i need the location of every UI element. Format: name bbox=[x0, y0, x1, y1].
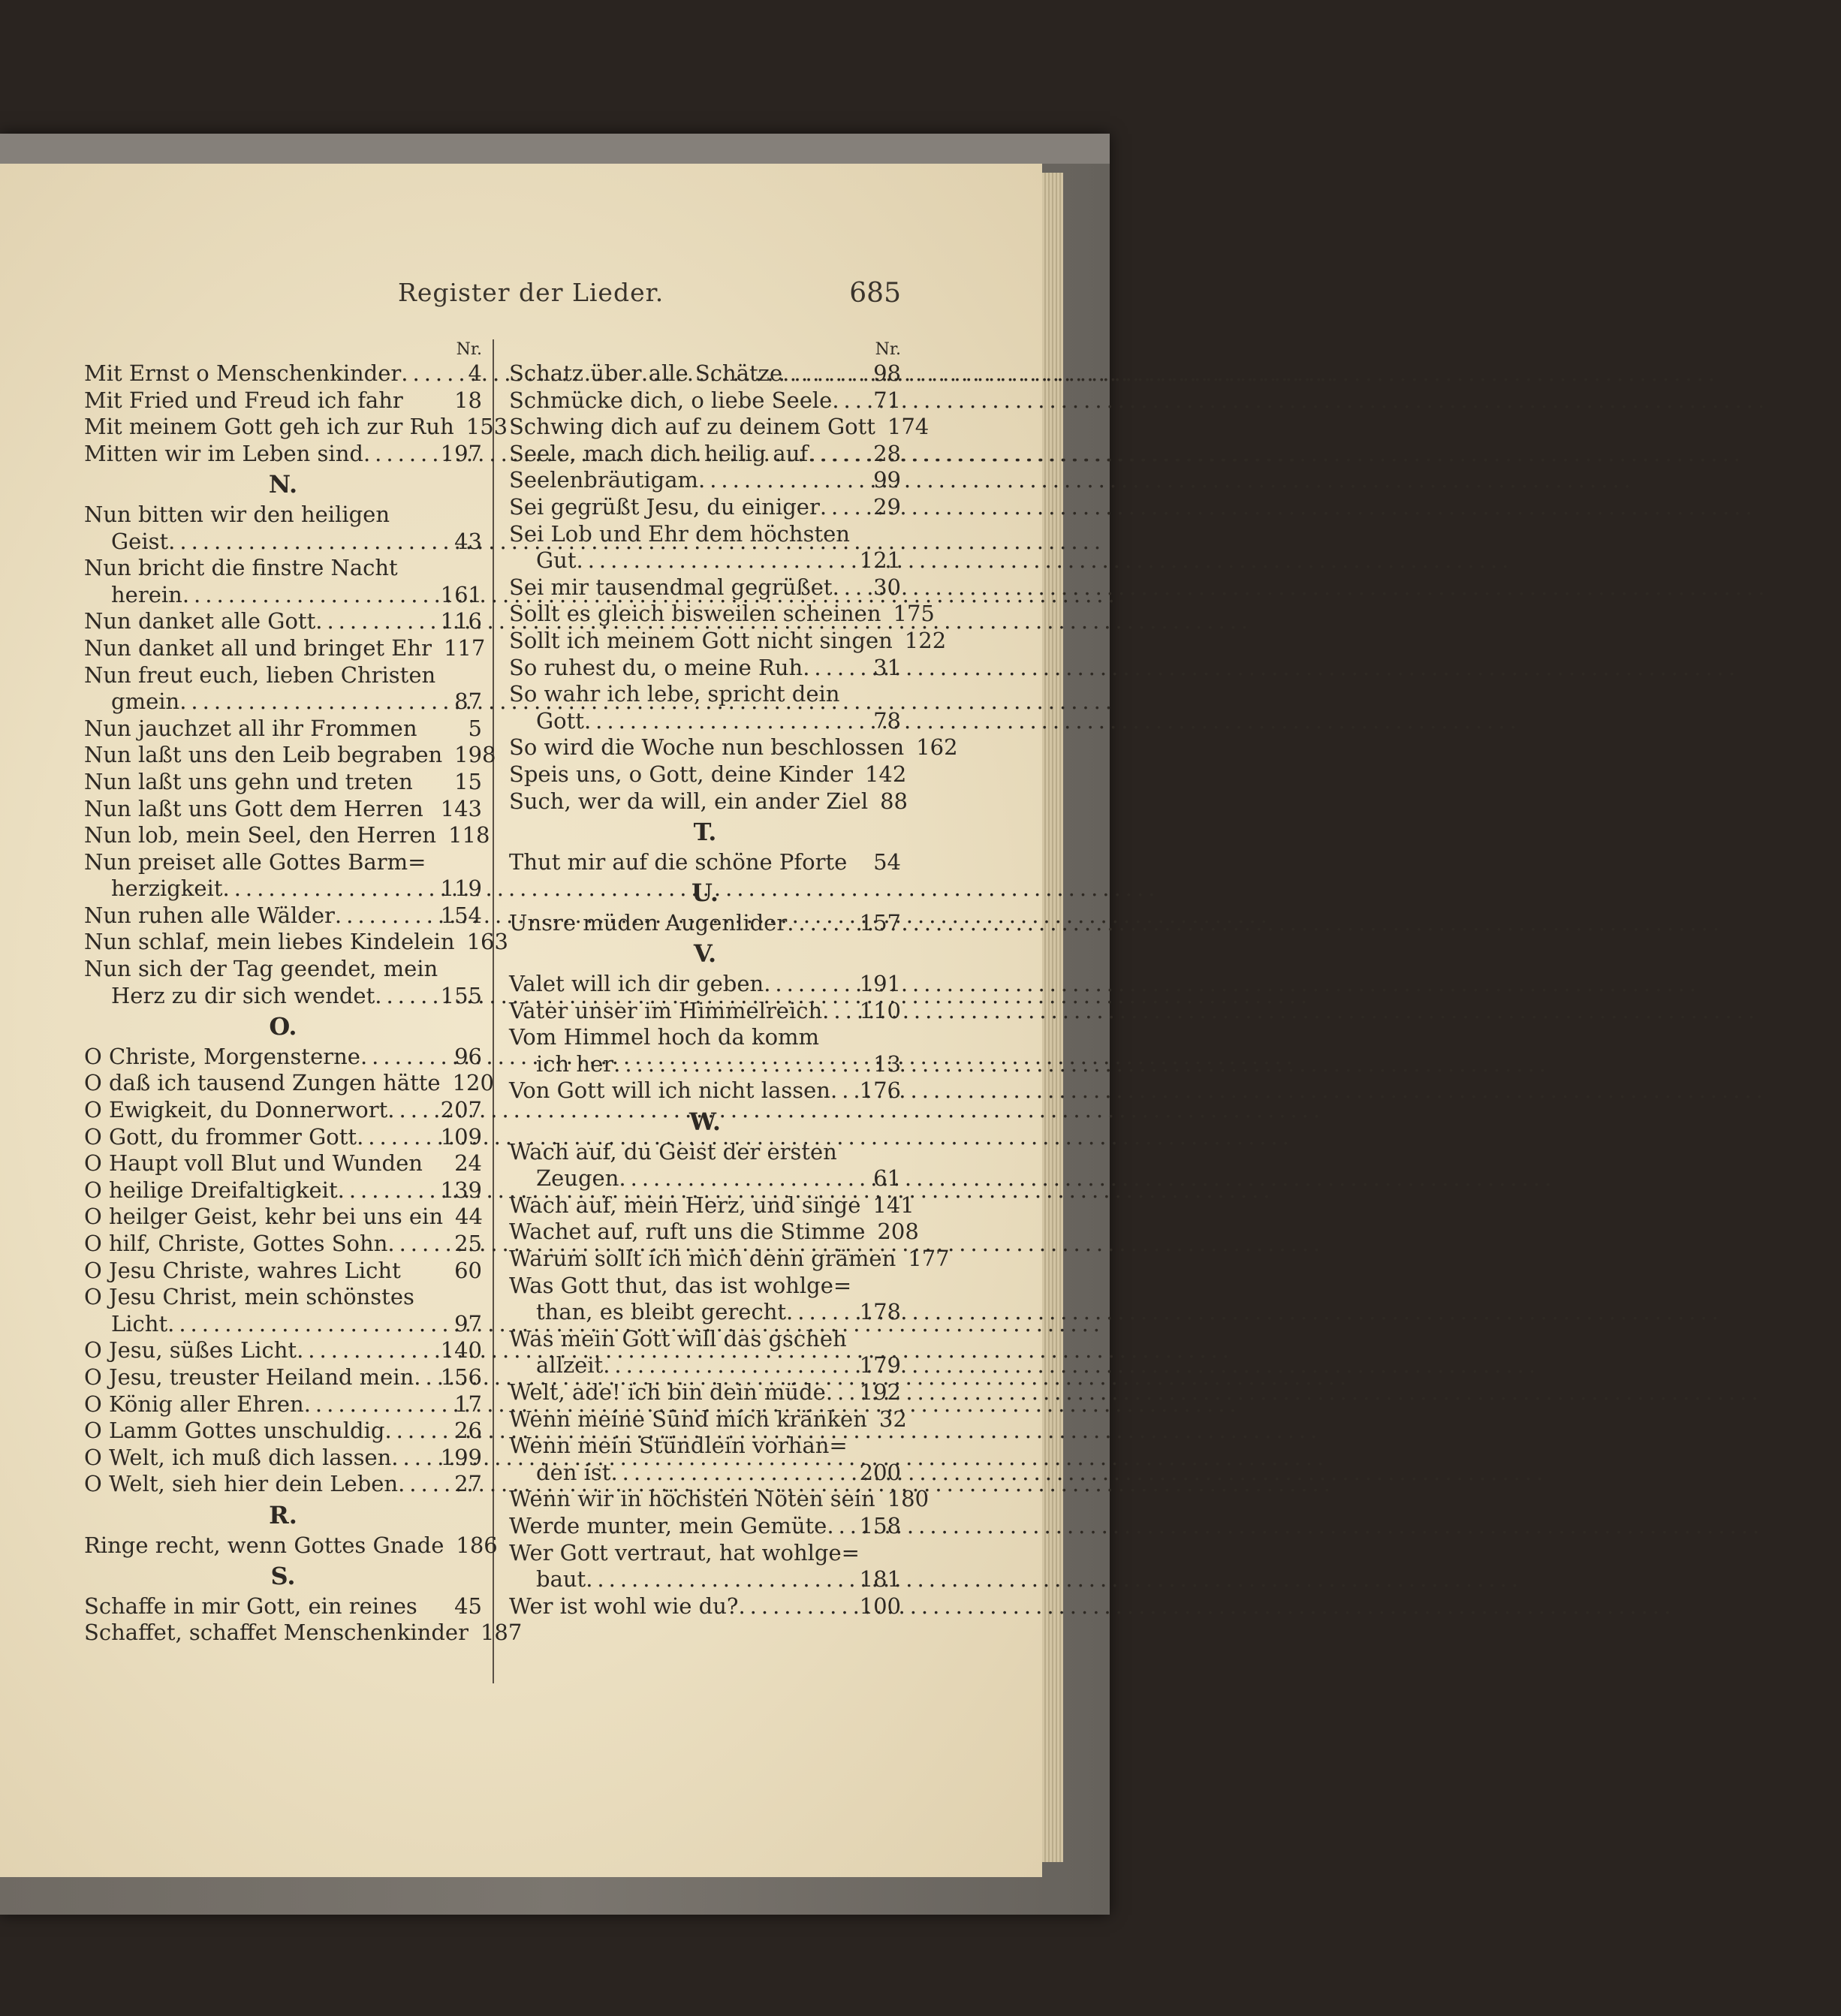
hymn-title: Wachet auf, ruft uns die Stimme bbox=[509, 1219, 866, 1245]
index-entry bbox=[509, 788, 908, 815]
leader-dots bbox=[787, 910, 854, 937]
hymn-title-line: Nun sich der Tag geendet, mein bbox=[84, 956, 438, 982]
hymn-title: Ringe recht, wenn Gottes Gnade bbox=[84, 1532, 444, 1558]
leader-dots bbox=[304, 1391, 450, 1418]
leader-dots bbox=[387, 1231, 450, 1258]
hymn-number: 25 bbox=[454, 1231, 482, 1256]
hymn-title: Mit Fried und Freud ich fahr bbox=[84, 387, 403, 413]
index-entry bbox=[509, 971, 901, 998]
hymn-number: 15 bbox=[454, 768, 482, 794]
leader-dots bbox=[619, 1165, 869, 1192]
section-letter: V. bbox=[693, 939, 717, 969]
leader-dots bbox=[315, 608, 435, 635]
leader-dots bbox=[414, 1364, 435, 1391]
hymn-title: O Ewigkeit, du Donnerwort bbox=[84, 1097, 388, 1123]
section-letter: R. bbox=[269, 1500, 297, 1529]
index-entry bbox=[509, 1165, 901, 1192]
section-letter: W. bbox=[688, 1107, 722, 1137]
hymn-number: 163 bbox=[466, 929, 508, 955]
leader-dots bbox=[827, 1513, 854, 1540]
hymn-title: O Christe, Morgensterne bbox=[84, 1043, 360, 1069]
hymn-number: 158 bbox=[859, 1512, 901, 1538]
hymn-title: Speis uns, o Gott, deine Kinder bbox=[509, 761, 853, 787]
hymn-title: Schmücke dich, o liebe Seele bbox=[509, 387, 833, 413]
index-entry bbox=[84, 875, 482, 903]
hymn-title: Seelenbräutigam bbox=[509, 467, 698, 493]
hymn-number: 71 bbox=[873, 387, 901, 413]
hymn-title-line: Nun bitten wir den heiligen bbox=[84, 501, 390, 527]
index-entry bbox=[509, 441, 901, 468]
hymn-title: Schaffet, schaffet Menschenkinder bbox=[84, 1620, 469, 1646]
hymn-number: 110 bbox=[859, 997, 901, 1023]
hymn-number: 18 bbox=[454, 387, 482, 413]
hymn-title: Licht bbox=[111, 1310, 168, 1336]
hymn-number: 87 bbox=[454, 689, 482, 715]
index-entry bbox=[509, 761, 907, 788]
hymn-number: 120 bbox=[452, 1070, 494, 1096]
index-entry bbox=[509, 1486, 930, 1513]
leader-dots bbox=[384, 1418, 450, 1445]
hymn-number: 118 bbox=[448, 822, 490, 848]
hymn-title: Mitten wir im Leben sind bbox=[84, 440, 363, 466]
hymn-title: So ruhest du, o meine Ruh bbox=[509, 654, 803, 680]
hymn-title: Schaffe in mir Gott, ein reines bbox=[84, 1593, 417, 1619]
hymn-number: 200 bbox=[859, 1459, 901, 1485]
index-entry bbox=[509, 1513, 901, 1540]
index-entry bbox=[509, 1379, 901, 1406]
index-entry bbox=[84, 1445, 482, 1472]
index-entry bbox=[84, 1044, 482, 1071]
hymn-number: 156 bbox=[440, 1364, 482, 1390]
hymn-title: Geist bbox=[111, 528, 169, 554]
hymn-title: Werde munter, mein Gemüte bbox=[509, 1512, 827, 1538]
hymn-title: O daß ich tausend Zungen hätte bbox=[84, 1070, 441, 1096]
hymn-title-line: So wahr ich lebe, spricht dein bbox=[509, 681, 840, 707]
hymn-number: 161 bbox=[440, 581, 482, 607]
hymn-number: 187 bbox=[480, 1620, 523, 1646]
hymn-number: 155 bbox=[440, 982, 482, 1008]
section-letter: T. bbox=[693, 818, 717, 847]
index-entry bbox=[84, 608, 482, 635]
hymn-title: Valet will ich dir geben bbox=[509, 971, 764, 997]
index-entry bbox=[509, 1299, 901, 1326]
hymn-number: 26 bbox=[454, 1418, 482, 1444]
section-letter: U. bbox=[691, 878, 719, 908]
hymn-title-line: O Jesu Christ, mein schönstes bbox=[84, 1284, 414, 1310]
leader-dots bbox=[222, 875, 435, 903]
hymn-title: Sollt ich meinem Gott nicht singen bbox=[509, 627, 893, 653]
hymn-number: 27 bbox=[454, 1471, 482, 1497]
hymn-title: O Welt, ich muß dich lassen bbox=[84, 1444, 392, 1470]
leader-dots bbox=[357, 1124, 436, 1151]
section-letter: O. bbox=[269, 1012, 297, 1041]
hymn-title: Schatz über alle Schätze bbox=[509, 360, 783, 386]
hymn-number: 181 bbox=[859, 1566, 901, 1593]
index-entry bbox=[84, 1097, 482, 1124]
hymn-number: 174 bbox=[887, 414, 930, 440]
index-entry bbox=[509, 494, 901, 521]
index-entry bbox=[84, 1258, 482, 1285]
index-entry bbox=[84, 387, 482, 414]
leader-dots bbox=[182, 582, 436, 609]
hymn-number: 142 bbox=[864, 761, 907, 787]
hymn-title: Warum sollt ich mich denn grämen bbox=[509, 1246, 896, 1271]
index-entry bbox=[84, 1532, 498, 1559]
leader-dots bbox=[822, 998, 854, 1025]
hymn-title: Gut bbox=[536, 547, 577, 574]
hymn-number: 207 bbox=[440, 1097, 482, 1123]
leader-dots bbox=[764, 971, 854, 998]
hymn-title: Herz zu dir sich wendet bbox=[111, 982, 375, 1008]
index-entry bbox=[84, 1311, 482, 1338]
leader-dots bbox=[335, 903, 436, 930]
hymn-title: herein bbox=[111, 581, 182, 607]
hymn-number: 43 bbox=[454, 528, 482, 554]
nr-column-label: Nr. bbox=[875, 340, 901, 359]
index-entry bbox=[509, 1219, 919, 1246]
hymn-title-line: Wach auf, du Geist der ersten bbox=[509, 1138, 837, 1165]
index-entry bbox=[84, 742, 496, 769]
index-entry bbox=[509, 1192, 914, 1219]
hymn-title: Sollt es gleich bisweilen scheinen bbox=[509, 601, 881, 627]
leader-dots bbox=[338, 1177, 436, 1204]
hymn-title: O heilger Geist, kehr bei uns ein bbox=[84, 1204, 444, 1230]
hymn-number: 208 bbox=[877, 1219, 919, 1245]
hymn-title: Wach auf, mein Herz, und singe bbox=[509, 1192, 861, 1218]
index-entry bbox=[84, 1070, 494, 1097]
leader-dots bbox=[375, 983, 435, 1010]
hymn-number: 143 bbox=[440, 795, 482, 821]
leader-dots bbox=[832, 387, 869, 414]
left-column bbox=[84, 336, 523, 1647]
hymn-title: Nun ruhen alle Wälder bbox=[84, 902, 335, 928]
leader-dots bbox=[363, 441, 436, 468]
hymn-number: 30 bbox=[873, 574, 901, 600]
hymn-title-line: Vom Himmel hoch da komm bbox=[509, 1024, 820, 1050]
index-entry bbox=[509, 1566, 901, 1593]
index-entry bbox=[509, 574, 901, 601]
hymn-number: 176 bbox=[859, 1077, 901, 1104]
index-entry bbox=[84, 716, 482, 743]
hymn-number: 153 bbox=[466, 414, 508, 440]
hymn-title: Nun schlaf, mein liebes Kindelein bbox=[84, 929, 455, 955]
hymn-title: Mit Ernst o Menschenkinder bbox=[84, 360, 402, 386]
hymn-title: So wird die Woche nun beschlossen bbox=[509, 734, 905, 761]
index-entry bbox=[84, 796, 482, 823]
hymn-number: 175 bbox=[893, 601, 935, 627]
hymn-number: 140 bbox=[440, 1337, 482, 1364]
hymn-title-line: Wenn mein Stündlein vorhan= bbox=[509, 1433, 848, 1459]
index-entry bbox=[509, 387, 901, 414]
hymn-title-line: Nun bricht die finstre Nacht bbox=[84, 555, 398, 581]
hymn-title: O Jesu, treuster Heiland mein bbox=[84, 1364, 414, 1390]
hymn-number: 121 bbox=[859, 547, 901, 574]
index-entry bbox=[509, 1593, 901, 1620]
leader-dots bbox=[786, 1299, 855, 1326]
hymn-number: 122 bbox=[904, 627, 947, 653]
leader-dots bbox=[698, 467, 869, 494]
leader-dots bbox=[830, 1077, 855, 1104]
index-entry bbox=[84, 1364, 482, 1391]
hymn-title: gmein bbox=[111, 689, 180, 715]
index-entry bbox=[509, 414, 930, 441]
hymn-title: herzigkeit bbox=[111, 875, 223, 902]
hymn-number: 162 bbox=[916, 734, 958, 761]
hymn-number: 60 bbox=[454, 1257, 482, 1283]
nr-column-label: Nr. bbox=[456, 340, 482, 359]
hymn-title: Wer ist wohl wie du? bbox=[509, 1593, 739, 1619]
hymn-title: Such, wer da will, ein ander Ziel bbox=[509, 788, 869, 814]
index-entry bbox=[509, 910, 901, 937]
hymn-number: 32 bbox=[878, 1406, 907, 1432]
index-entry bbox=[84, 1391, 482, 1418]
hymn-number: 180 bbox=[887, 1486, 930, 1512]
hymn-number: 119 bbox=[440, 875, 482, 902]
hymn-title: Thut mir auf die schöne Pforte bbox=[509, 848, 848, 875]
hymn-number: 96 bbox=[454, 1043, 482, 1069]
index-entry bbox=[509, 655, 901, 682]
hymn-title: Von Gott will ich nicht lassen bbox=[509, 1077, 830, 1104]
hymn-number: 31 bbox=[873, 654, 901, 680]
leader-dots bbox=[168, 529, 450, 556]
leader-dots bbox=[610, 1460, 854, 1487]
hymn-title: Welt, ade! ich bin dein müde bbox=[509, 1379, 826, 1405]
hymn-number: 99 bbox=[873, 467, 901, 493]
index-entry bbox=[84, 441, 482, 468]
hymn-number: 192 bbox=[859, 1379, 901, 1405]
hymn-number: 61 bbox=[873, 1165, 901, 1192]
leader-dots bbox=[401, 360, 463, 387]
hymn-number: 178 bbox=[859, 1299, 901, 1325]
index-entry bbox=[509, 627, 947, 655]
hymn-title: Wenn wir in höchsten Nöten sein bbox=[509, 1486, 875, 1512]
hymn-title: O König aller Ehren bbox=[84, 1391, 304, 1417]
index-entry bbox=[84, 1337, 482, 1364]
hymn-number: 13 bbox=[873, 1050, 901, 1077]
leader-dots bbox=[297, 1337, 436, 1364]
hymn-title: Mit meinem Gott geh ich zur Ruh bbox=[84, 414, 454, 440]
hymn-title: O hilf, Christe, Gottes Sohn bbox=[84, 1231, 388, 1256]
index-entry bbox=[509, 998, 901, 1025]
hymn-number: 197 bbox=[440, 440, 482, 466]
leader-dots bbox=[167, 1311, 450, 1338]
index-entry bbox=[84, 1593, 482, 1620]
index-entry bbox=[84, 822, 490, 849]
leader-dots bbox=[826, 1379, 855, 1406]
hymn-number: 5 bbox=[468, 715, 482, 741]
hymn-title: O Welt, sieh hier dein Leben bbox=[84, 1471, 399, 1497]
leader-dots bbox=[584, 708, 869, 735]
hymn-title: Gott bbox=[536, 707, 584, 734]
index-entry bbox=[84, 903, 482, 930]
leader-dots bbox=[603, 1352, 854, 1379]
hymn-number: 28 bbox=[873, 440, 901, 466]
hymn-title: Vater unser im Himmelreich bbox=[509, 997, 823, 1023]
hymn-number: 17 bbox=[454, 1391, 482, 1417]
hymn-number: 186 bbox=[456, 1532, 498, 1558]
index-entry bbox=[84, 414, 508, 441]
book-cover-edge bbox=[0, 134, 1110, 164]
index-entry bbox=[84, 929, 508, 956]
hymn-title: O Gott, du frommer Gott bbox=[84, 1123, 357, 1150]
hymn-number: 54 bbox=[873, 848, 901, 875]
hymn-number: 100 bbox=[859, 1593, 901, 1619]
hymn-title: Nun laßt uns Gott dem Herren bbox=[84, 795, 423, 821]
hymn-title: Seele, mach dich heilig auf bbox=[509, 440, 809, 466]
index-entry bbox=[84, 360, 482, 387]
hymn-number: 109 bbox=[440, 1123, 482, 1150]
hymn-title: Nun laßt uns gehn und treten bbox=[84, 768, 413, 794]
hymn-number: 141 bbox=[872, 1192, 914, 1218]
hymn-number: 191 bbox=[859, 971, 901, 997]
index-entry bbox=[84, 1124, 482, 1151]
right-column bbox=[509, 336, 958, 1620]
index-entry bbox=[509, 601, 935, 628]
hymn-title: Schwing dich auf zu deinem Gott bbox=[509, 414, 875, 440]
index-entry bbox=[509, 1406, 907, 1433]
hymn-title: Nun laßt uns den Leib begraben bbox=[84, 742, 443, 768]
leader-dots bbox=[586, 1566, 854, 1593]
hymn-title-line: Nun preiset alle Gottes Barm= bbox=[84, 848, 426, 875]
index-entry bbox=[84, 1620, 523, 1647]
hymn-number: 157 bbox=[859, 909, 901, 936]
hymn-title: O heilige Dreifaltigkeit bbox=[84, 1177, 338, 1203]
hymn-title: ich her bbox=[536, 1050, 614, 1077]
index-entry bbox=[84, 529, 482, 556]
hymn-title: Wenn meine Sünd mich kränken bbox=[509, 1406, 867, 1432]
hymn-title-line: Was mein Gott will das gscheh bbox=[509, 1325, 847, 1352]
section-letter: N. bbox=[268, 470, 298, 499]
index-entry bbox=[509, 1051, 901, 1078]
leader-dots bbox=[738, 1593, 854, 1620]
hymn-number: 29 bbox=[873, 493, 901, 520]
hymn-title: allzeit bbox=[536, 1352, 604, 1379]
index-entry bbox=[84, 1177, 482, 1204]
hymn-number: 44 bbox=[455, 1204, 483, 1230]
hymn-title-line: Nun freut euch, lieben Christen bbox=[84, 661, 436, 688]
hymn-title: than, es bleibt gerecht bbox=[536, 1299, 787, 1325]
index-entry bbox=[509, 360, 901, 387]
hymn-number: 139 bbox=[440, 1177, 482, 1203]
hymn-title: O Haupt voll Blut und Wunden bbox=[84, 1150, 423, 1177]
index-entry bbox=[84, 582, 482, 609]
hymn-number: 198 bbox=[454, 742, 496, 768]
hymn-title: O Jesu Christe, wahres Licht bbox=[84, 1257, 401, 1283]
index-entry bbox=[84, 1418, 482, 1445]
hymn-title: Zeugen bbox=[536, 1165, 619, 1192]
index-entry bbox=[84, 1204, 482, 1231]
leader-dots bbox=[820, 494, 869, 521]
hymn-number: 177 bbox=[908, 1246, 950, 1271]
leader-dots bbox=[360, 1044, 450, 1071]
index-entry bbox=[84, 983, 482, 1010]
hymn-title: baut bbox=[536, 1566, 586, 1593]
header-title: Register der Lieder. bbox=[398, 278, 664, 307]
hymn-number: 88 bbox=[880, 788, 908, 814]
index-entry bbox=[84, 1231, 482, 1258]
hymn-number: 117 bbox=[443, 634, 486, 661]
leader-dots bbox=[808, 441, 869, 468]
hymn-title: Nun danket all und bringet Ehr bbox=[84, 634, 432, 661]
page-number: 685 bbox=[849, 278, 901, 309]
index-entry bbox=[509, 467, 901, 494]
index-entry bbox=[84, 689, 482, 716]
hymn-number: 179 bbox=[859, 1352, 901, 1379]
hymn-number: 98 bbox=[873, 360, 901, 386]
hymn-number: 78 bbox=[873, 707, 901, 734]
hymn-title: Nun danket alle Gott bbox=[84, 608, 316, 634]
index-entry bbox=[84, 769, 482, 796]
leader-dots bbox=[398, 1471, 450, 1498]
hymn-number: 24 bbox=[454, 1150, 482, 1177]
running-header bbox=[0, 278, 908, 315]
hymn-title: O Lamm Gottes unschuldig bbox=[84, 1418, 385, 1444]
section-letter: S. bbox=[270, 1562, 296, 1591]
leader-dots bbox=[613, 1051, 869, 1078]
hymn-title: Sei mir tausendmal gegrüßet bbox=[509, 574, 833, 600]
index-entry bbox=[509, 734, 958, 761]
hymn-title: O Jesu, süßes Licht bbox=[84, 1337, 297, 1364]
index-entry bbox=[84, 1150, 482, 1177]
index-entry bbox=[84, 634, 486, 662]
hymn-number: 97 bbox=[454, 1310, 482, 1336]
leader-dots bbox=[391, 1445, 435, 1472]
index-entry bbox=[509, 849, 901, 876]
hymn-number: 45 bbox=[454, 1593, 482, 1619]
hymn-title: Nun lob, mein Seel, den Herren bbox=[84, 822, 437, 848]
hymn-title-line: Sei Lob und Ehr dem höchsten bbox=[509, 520, 850, 547]
hymn-number: 116 bbox=[440, 608, 482, 634]
leader-dots bbox=[782, 360, 869, 387]
index-entry bbox=[509, 547, 901, 574]
hymn-title: Sei gegrüßt Jesu, du einiger bbox=[509, 493, 820, 520]
index-entry bbox=[509, 1077, 901, 1104]
hymn-title-line: Wer Gott vertraut, hat wohlge= bbox=[509, 1539, 860, 1565]
hymn-number: 154 bbox=[440, 902, 482, 928]
leader-dots bbox=[803, 655, 869, 682]
index-entry bbox=[509, 1460, 901, 1487]
leader-dots bbox=[833, 574, 869, 601]
hymn-title: Unsre müden Augenlider bbox=[509, 909, 788, 936]
leader-dots bbox=[577, 547, 855, 574]
hymn-title-line: Was Gott thut, das ist wohlge= bbox=[509, 1272, 852, 1298]
index-entry bbox=[84, 1471, 482, 1498]
hymn-title: den ist bbox=[536, 1459, 611, 1485]
hymn-title: Nun jauchzet all ihr Frommen bbox=[84, 715, 417, 741]
index-entry bbox=[509, 1352, 901, 1379]
index-entry bbox=[509, 1246, 950, 1273]
leader-dots bbox=[179, 689, 450, 716]
index-entry bbox=[509, 708, 901, 735]
hymn-number: 4 bbox=[468, 360, 482, 386]
leader-dots bbox=[387, 1097, 435, 1124]
hymn-number: 199 bbox=[440, 1444, 482, 1470]
